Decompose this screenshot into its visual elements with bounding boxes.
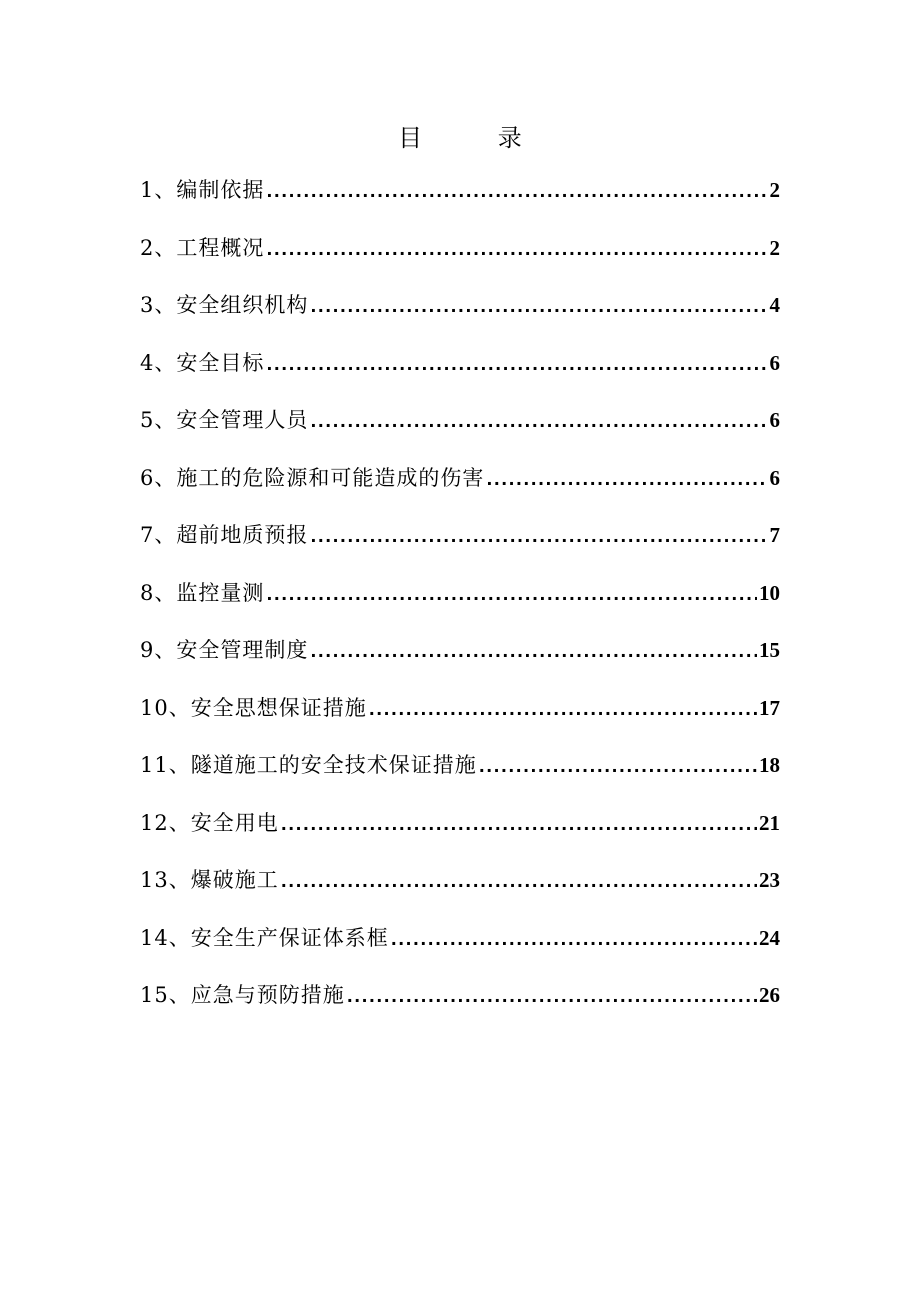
toc-item[interactable] bbox=[140, 343, 780, 401]
toc-leader-dots bbox=[281, 805, 757, 845]
toc-item-label: 6、施工的危险源和可能造成的伤害 bbox=[140, 465, 485, 490]
toc-leader-dots bbox=[310, 632, 757, 672]
toc-item-page: 6 bbox=[769, 465, 780, 490]
toc-item-page: 24 bbox=[759, 925, 780, 950]
toc-leader-dots bbox=[266, 575, 757, 615]
toc-item-page: 21 bbox=[759, 810, 780, 835]
toc-item-page: 15 bbox=[759, 638, 780, 662]
toc-item-page: 2 bbox=[769, 178, 780, 202]
toc-item-label: 1、编制依据 bbox=[140, 178, 265, 202]
toc-item-label: 3、安全组织机构 bbox=[140, 293, 309, 317]
toc-leader-dots bbox=[310, 287, 767, 327]
toc-leader-dots bbox=[310, 402, 767, 442]
toc-item-label: 14、安全生产保证体系框 bbox=[140, 925, 389, 950]
toc-item-label: 4、安全目标 bbox=[140, 350, 265, 375]
toc-item-page: 10 bbox=[759, 580, 780, 605]
toc-item-label: 5、安全管理人员 bbox=[140, 408, 309, 432]
toc-item[interactable] bbox=[140, 975, 780, 1033]
toc-item[interactable] bbox=[140, 688, 780, 746]
toc-item-label: 11、隧道施工的安全技术保证措施 bbox=[140, 753, 477, 777]
toc-leader-dots bbox=[347, 977, 757, 1017]
toc-item[interactable] bbox=[140, 400, 780, 458]
toc-item[interactable] bbox=[140, 458, 780, 516]
toc-title: 目 录 bbox=[398, 124, 556, 152]
toc-item-page: 17 bbox=[759, 695, 780, 720]
toc-leader-dots bbox=[369, 690, 757, 730]
toc-leader-dots bbox=[479, 747, 757, 787]
toc-item[interactable] bbox=[140, 860, 780, 918]
toc-item-label: 15、应急与预防措施 bbox=[140, 983, 345, 1007]
toc-item-label: 7、超前地质预报 bbox=[140, 523, 309, 547]
toc-leader-dots bbox=[310, 517, 767, 557]
toc-item-label: 2、工程概况 bbox=[140, 235, 265, 260]
toc-item-label: 10、安全思想保证措施 bbox=[140, 695, 367, 720]
toc-item[interactable] bbox=[140, 515, 780, 573]
toc-leader-dots bbox=[281, 862, 757, 902]
toc-leader-dots bbox=[266, 230, 767, 270]
toc-item-label: 12、安全用电 bbox=[140, 810, 279, 835]
toc-item[interactable] bbox=[140, 170, 780, 228]
toc-item-page: 6 bbox=[769, 408, 780, 432]
toc-leader-dots bbox=[486, 460, 767, 500]
toc-item-label: 8、监控量测 bbox=[140, 580, 265, 605]
toc-item-label: 9、安全管理制度 bbox=[140, 638, 309, 662]
toc-item[interactable] bbox=[140, 918, 780, 976]
toc-item[interactable] bbox=[140, 285, 780, 343]
toc-item-label: 13、爆破施工 bbox=[140, 868, 279, 892]
toc-item-page: 6 bbox=[769, 350, 780, 375]
toc-item[interactable] bbox=[140, 803, 780, 861]
toc-leader-dots bbox=[266, 172, 767, 212]
toc-leader-dots bbox=[391, 920, 757, 960]
toc-item-page: 4 bbox=[769, 293, 780, 317]
toc-item-page: 23 bbox=[759, 868, 780, 892]
toc-item[interactable] bbox=[140, 228, 780, 286]
toc-item-page: 26 bbox=[759, 983, 780, 1007]
toc-leader-dots bbox=[266, 345, 767, 385]
toc-item[interactable] bbox=[140, 745, 780, 803]
toc-item[interactable] bbox=[140, 573, 780, 631]
toc-item-page: 2 bbox=[769, 235, 780, 260]
toc-item[interactable] bbox=[140, 630, 780, 688]
toc-item-page: 7 bbox=[769, 523, 780, 547]
toc-list bbox=[140, 170, 780, 1033]
toc-item-page: 18 bbox=[759, 753, 780, 777]
